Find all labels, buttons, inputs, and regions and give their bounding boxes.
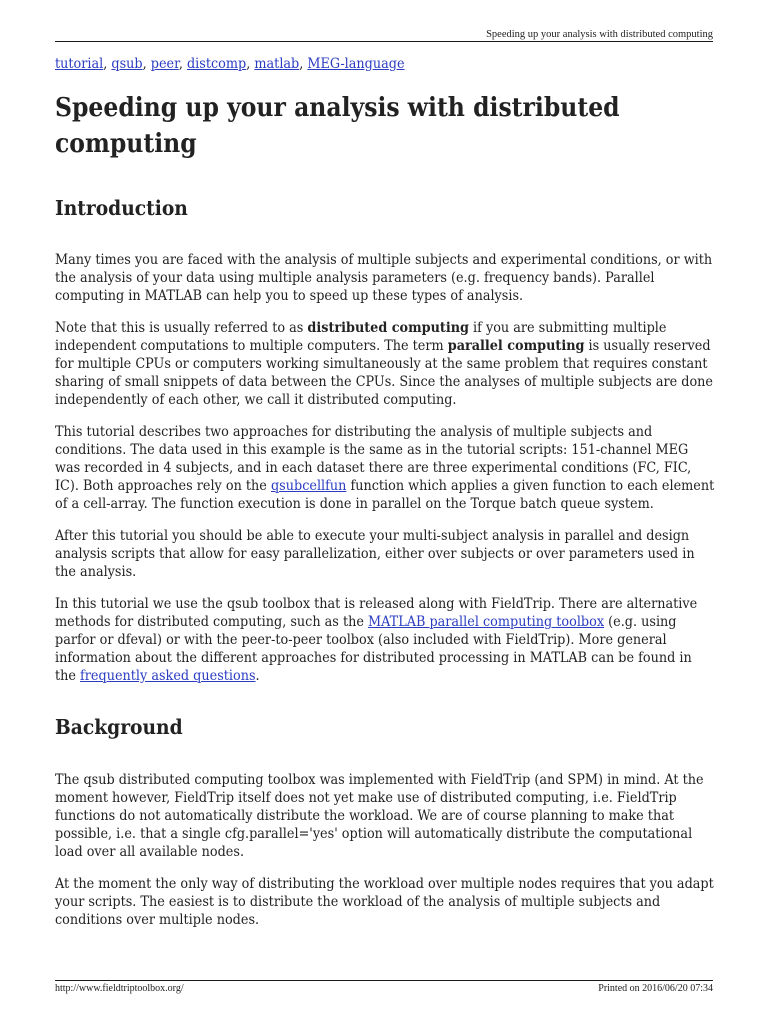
tag-separator: , — [178, 56, 187, 72]
section-introduction — [55, 195, 732, 685]
paragraph — [55, 527, 732, 581]
paragraph — [55, 771, 732, 861]
paragraph-text: (e.g. using parfor or dfeval) or with the peer-to-peer toolbox (also included with FieldTrip). More general information about the different approaches for distributed processing in MATLAB can be found in the — [55, 614, 692, 684]
tag-link-peer[interactable]: peer — [150, 56, 179, 72]
paragraph — [55, 251, 732, 305]
tag-link-qsub[interactable]: qsub — [111, 56, 143, 72]
paragraph-text: . — [255, 668, 260, 684]
tag-link-meg-language[interactable]: MEG-language — [307, 56, 405, 72]
tag-separator: , — [142, 56, 151, 72]
bold-term-distributed-computing: distributed computing — [307, 320, 469, 336]
section-background — [55, 714, 732, 929]
faq-link[interactable]: frequently asked questions — [80, 668, 256, 684]
paragraph-text: After this tutorial you should be able to execute your multi-subject analysis in parallel and design analysis scripts that allow for easy parallelization, either over subjects or over parameters used in the analysis. — [55, 528, 695, 580]
tag-link-matlab[interactable]: matlab — [254, 56, 300, 72]
page-footer — [55, 980, 713, 995]
paragraph — [55, 319, 732, 409]
page-header — [55, 29, 713, 42]
paragraph-text: function which applies a given function to each element of a cell-array. The function execution is done in parallel on the Torque batch queue system. — [55, 478, 715, 512]
running-title: Speeding up your analysis with distributed computing — [486, 29, 713, 40]
footer-url: http://www.fieldtriptoolbox.org/ — [55, 983, 184, 994]
section-heading-background: Background — [55, 715, 183, 739]
page-content — [55, 55, 732, 943]
paragraph-text: In this tutorial we use the qsub toolbox that is released along with FieldTrip. There are alternative methods for distributed computing, such as the — [55, 596, 698, 630]
paragraph-text: At the moment the only way of distributing the workload over multiple nodes requires that you adapt your scripts. The easiest is to distribute the workload of the analysis of multiple subjects and conditions over multiple nodes. — [55, 876, 714, 928]
paragraph — [55, 875, 732, 929]
tag-link-distcomp[interactable]: distcomp — [186, 56, 247, 72]
tag-link-tutorial[interactable]: tutorial — [55, 56, 104, 72]
section-heading-introduction: Introduction — [55, 196, 188, 220]
tag-separator: , — [246, 56, 255, 72]
paragraph-text: is usually reserved for multiple CPUs or computers working simultaneously at the same problem that requires constant sharing of small snippets of data between the CPUs. Since the analyses of multiple subjects are done independently of each other, we call it distributed computing. — [55, 338, 713, 408]
paragraph-text: if you are submitting multiple independent computations to multiple computers. The term — [55, 320, 667, 354]
paragraph — [55, 423, 732, 513]
page-title: Speeding up your analysis with distributed computing — [55, 93, 620, 159]
qsubcellfun-link[interactable]: qsubcellfun — [270, 478, 347, 494]
footer-print-date: Printed on 2016/06/20 07:34 — [598, 983, 713, 994]
bold-term-parallel-computing: parallel computing — [447, 338, 585, 354]
paragraph-text: Many times you are faced with the analysis of multiple subjects and experimental conditions, or with the analysis of your data using multiple analysis parameters (e.g. frequency bands). Parallel computing in MATLAB can help you to speed up these types of analysis. — [55, 252, 713, 304]
tag-list — [55, 55, 732, 73]
tag-separator: , — [103, 56, 112, 72]
paragraph-text: This tutorial describes two approaches for distributing the analysis of multiple subjects and conditions. The data used in this example is the same as in the tutorial scripts: 151-channel MEG was recorded in 4 subjects, and in each dataset there are three experimental conditions (FC, FIC, IC). Both approaches rely on the — [55, 424, 692, 494]
paragraph — [55, 595, 732, 685]
tag-separator: , — [299, 56, 308, 72]
paragraph-text: Note that this is usually referred to as — [55, 320, 308, 336]
matlab-parallel-toolbox-link[interactable]: MATLAB parallel computing toolbox — [368, 614, 605, 630]
paragraph-text: The qsub distributed computing toolbox was implemented with FieldTrip (and SPM) in mind. At the moment however, FieldTrip itself does not yet make use of distributed computing, i.e. FieldTrip functions do not automatically distribute the workload. We are of course planning to make that possible, i.e. that a single cfg.parallel='yes' option will automatically distribute the computational load over all available nodes. — [55, 772, 704, 860]
